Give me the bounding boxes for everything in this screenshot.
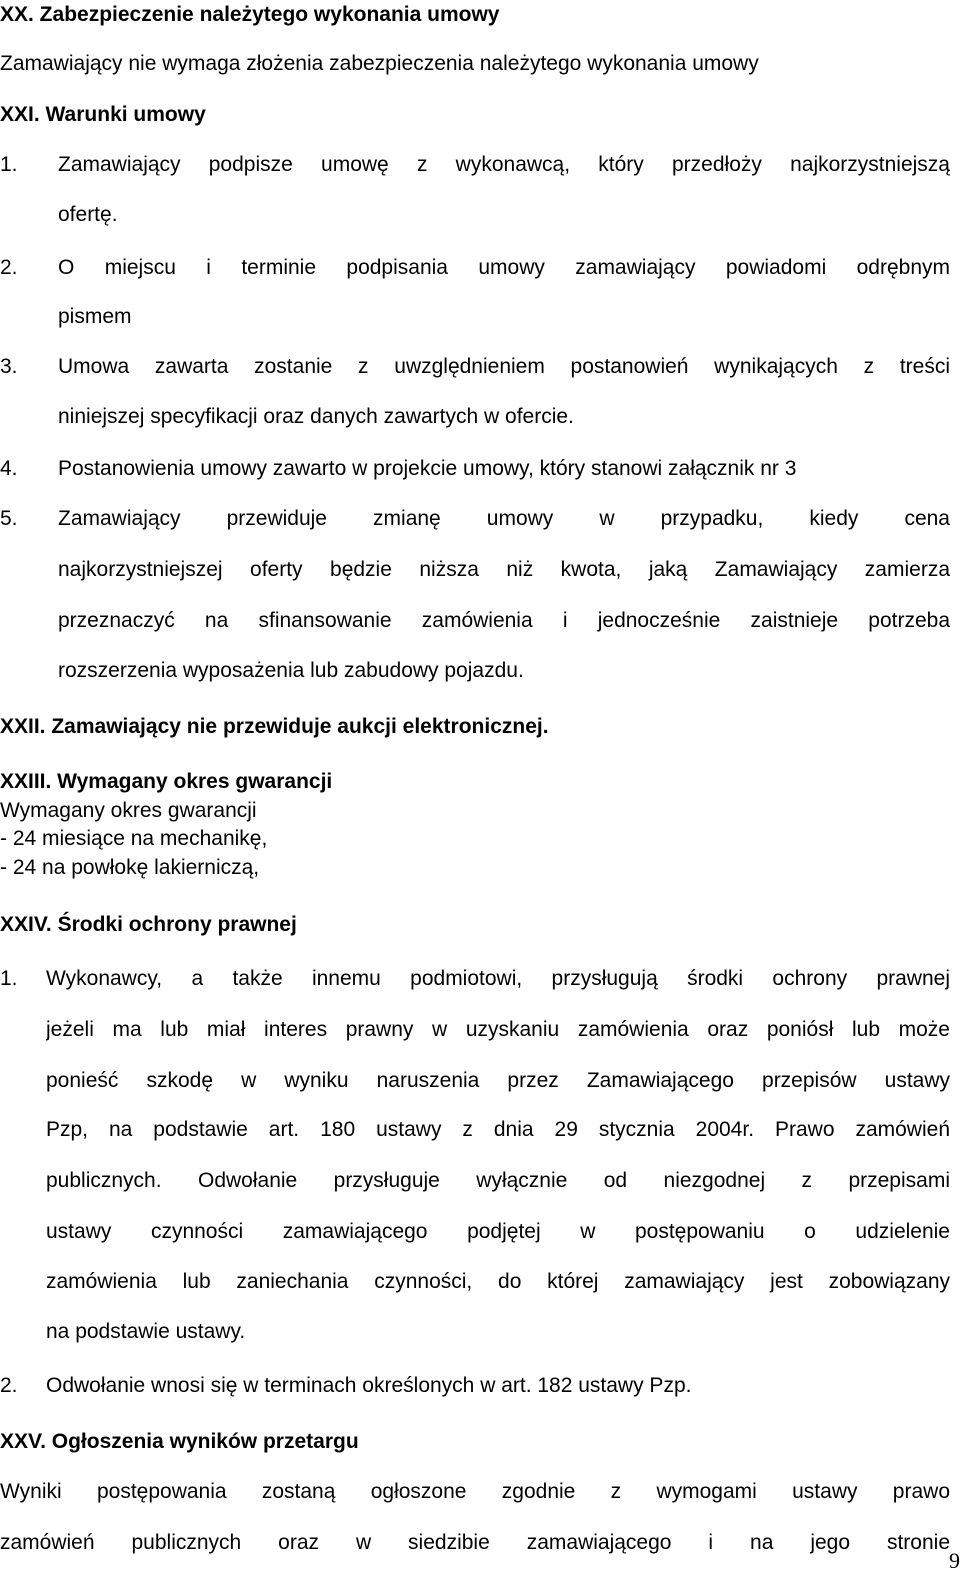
list-item-line: Pzp, na podstawie art. 180 ustawy z dnia 29 stycznia 2004r. Prawo zamówień — [46, 1118, 950, 1141]
section-text: Wyniki postępowania zostaną ogłoszone zgodnie z wymogami ustawy prawo — [0, 1480, 950, 1503]
list-item-number: 3. — [0, 355, 18, 378]
section-heading-xx: XX. Zabezpieczenie należytego wykonania umowy — [0, 3, 500, 26]
list-item-line: jeżeli ma lub miał interes prawny w uzyskaniu zamówienia oraz poniósł lub może — [46, 1018, 950, 1041]
list-item-line: na podstawie ustawy. — [46, 1320, 246, 1343]
list-item-number: 2. — [0, 1374, 18, 1397]
section-heading-xxii: XXII. Zamawiający nie przewiduje aukcji elektronicznej. — [0, 715, 549, 738]
list-item-line: ponieść szkodę w wyniku naruszenia przez Zamawiającego przepisów ustawy — [46, 1069, 950, 1092]
list-item-line: Umowa zawarta zostanie z uwzględnieniem postanowień wynikających z treści — [58, 355, 950, 378]
list-item-line: Postanowienia umowy zawarto w projekcie umowy, który stanowi załącznik nr 3 — [58, 457, 797, 480]
list-item-line: rozszerzenia wyposażenia lub zabudowy pojazdu. — [58, 659, 524, 682]
list-item-line: Zamawiający przewiduje zmianę umowy w przypadku, kiedy cena — [58, 507, 950, 530]
section-heading-xxi: XXI. Warunki umowy — [0, 103, 206, 126]
list-item-line: Odwołanie wnosi się w terminach określonych w art. 182 ustawy Pzp. — [46, 1374, 692, 1397]
section-text: Wymagany okres gwarancji — [0, 799, 257, 822]
list-item-number: 1. — [0, 967, 18, 990]
section-text: zamówień publicznych oraz w siedzibie zamawiającego i na jego stronie — [0, 1531, 950, 1554]
section-text: Zamawiający nie wymaga złożenia zabezpieczenia należytego wykonania umowy — [0, 52, 759, 75]
list-item-line: niniejszej specyfikacji oraz danych zawartych w ofercie. — [58, 405, 574, 428]
list-item-line: pismem — [58, 305, 132, 328]
list-item-line: ustawy czynności zamawiającego podjętej w postępowaniu o udzielenie — [46, 1220, 950, 1243]
section-text: - 24 na powłokę lakierniczą, — [0, 856, 260, 879]
list-item-line: zamówienia lub zaniechania czynności, do której zamawiający jest zobowiązany — [46, 1270, 950, 1293]
list-item-line: Wykonawcy, a także innemu podmiotowi, przysługują środki ochrony prawnej — [46, 967, 950, 990]
list-item-line: najkorzystniejszej oferty będzie niższa niż kwota, jaką Zamawiający zamierza — [58, 558, 950, 581]
list-item-number: 4. — [0, 457, 18, 480]
list-item-line: publicznych. Odwołanie przysługuje wyłącznie od niezgodnej z przepisami — [46, 1169, 950, 1192]
section-heading-xxiv: XXIV. Środki ochrony prawnej — [0, 913, 297, 936]
section-text: - 24 miesiące na mechanikę, — [0, 827, 268, 850]
list-item-line: Zamawiający podpisze umowę z wykonawcą, który przedłoży najkorzystniejszą — [58, 153, 950, 176]
list-item-number: 5. — [0, 507, 18, 530]
section-heading-xxv: XXV. Ogłoszenia wyników przetargu — [0, 1430, 359, 1453]
list-item-line: ofertę. — [58, 203, 118, 226]
page-number: 9 — [949, 1548, 960, 1573]
list-item-number: 1. — [0, 153, 18, 176]
list-item-line: O miejscu i terminie podpisania umowy zamawiający powiadomi odrębnym — [58, 256, 950, 279]
list-item-line: przeznaczyć na sfinansowanie zamówienia i jednocześnie zaistnieje potrzeba — [58, 609, 950, 632]
list-item-number: 2. — [0, 256, 18, 279]
section-heading-xxiii: XXIII. Wymagany okres gwarancji — [0, 770, 333, 793]
